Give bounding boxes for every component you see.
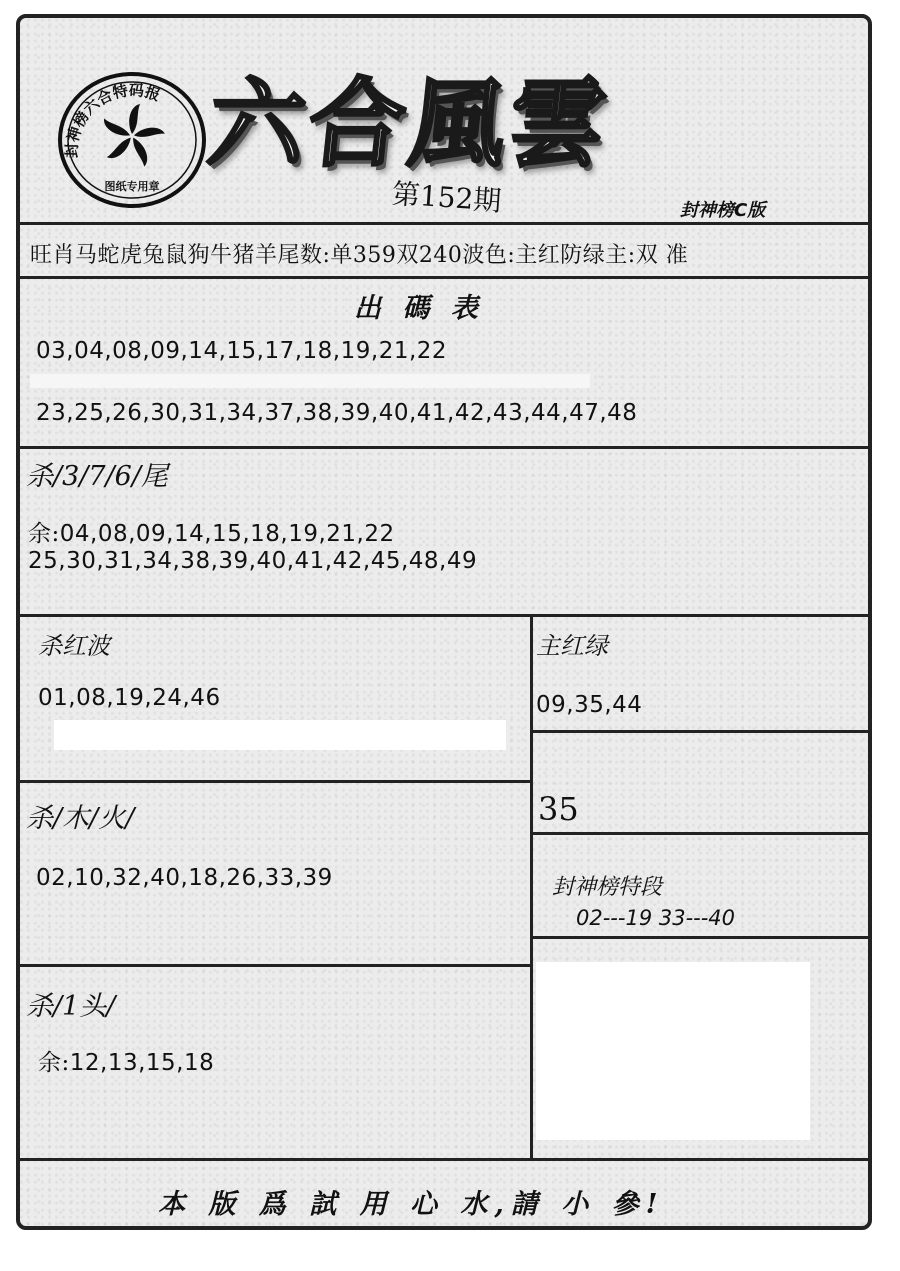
column-divider [530, 614, 533, 1161]
remain-prefix: 余: [28, 521, 60, 547]
remain-numbers: 04,08,09,14,15,18,19,21,22 [59, 521, 395, 547]
remain-prefix: 余: [38, 1050, 70, 1076]
footer-note: 本 版 爲 試 用 心 水,請 小 參! [158, 1189, 665, 1220]
divider [532, 730, 868, 733]
divider [20, 446, 868, 449]
special-segment-ranges: 02---19 33---40 [576, 906, 736, 930]
issue-number: 第152期 [390, 177, 503, 218]
main-color-heading: 主红绿 [536, 632, 608, 660]
single-number: 35 [538, 790, 579, 828]
kill-tail-remain-line1 [28, 515, 395, 548]
code-table-heading: 出 碼 表 [354, 293, 484, 324]
blank-box [54, 720, 506, 750]
divider [20, 964, 532, 967]
divider [20, 614, 868, 617]
svg-text:封神榜六合特码报 [63, 81, 163, 158]
hint-row: 旺肖马蛇虎兔鼠狗牛猪羊尾数:单359双240波色:主红防绿主:双 准 [30, 243, 689, 268]
divider [20, 780, 532, 783]
divider [532, 832, 868, 835]
kill-tail-remain-line2: 25,30,31,34,38,39,40,41,42,45,48,49 [28, 548, 478, 574]
code-table-line1: 03,04,08,09,14,15,17,18,19,21,22 [36, 338, 448, 364]
kill-element-heading: 杀/木/火/ [26, 803, 135, 834]
main-color-numbers: 09,35,44 [536, 692, 643, 718]
code-table-line2: 23,25,26,30,31,34,37,38,39,40,41,42,43,44,47,48 [36, 400, 638, 426]
seal-arc-text: 封神榜六合特码报 [62, 81, 163, 159]
kill-element-numbers: 02,10,32,40,18,26,33,39 [36, 865, 333, 891]
kill-red-numbers: 01,08,19,24,46 [38, 685, 221, 711]
kill-head-heading: 杀/1头/ [26, 991, 116, 1022]
divider [532, 936, 868, 939]
special-segment-heading: 封神榜特段 [552, 875, 663, 900]
page-title: 六合風雲 [203, 67, 616, 180]
seal-stamp [56, 70, 208, 210]
kill-tail-heading: 杀/3/7/6/尾 [26, 461, 168, 492]
lottery-sheet [16, 14, 872, 1230]
divider [20, 276, 868, 279]
kill-red-heading: 杀红波 [38, 632, 110, 660]
divider [20, 222, 868, 225]
seal-bottom-text: 图纸专用章 [104, 180, 160, 193]
blank-box [536, 962, 810, 1140]
divider [20, 1158, 868, 1161]
kill-head-remain [38, 1044, 214, 1077]
remain-numbers: 12,13,15,18 [69, 1050, 215, 1076]
blank-strip [30, 374, 590, 388]
edition-label: 封神榜C版 [680, 200, 766, 221]
